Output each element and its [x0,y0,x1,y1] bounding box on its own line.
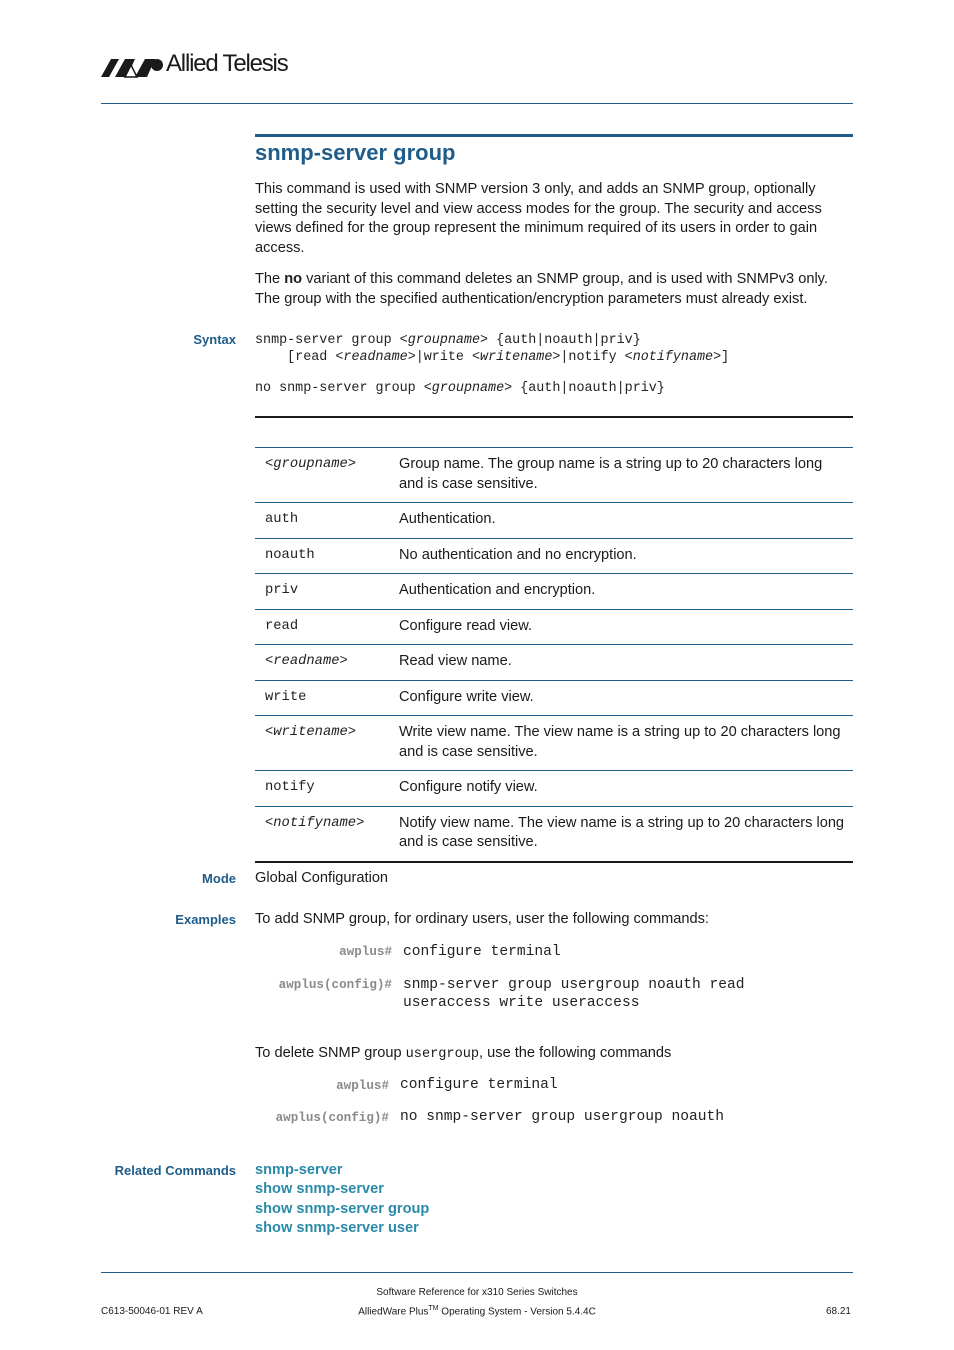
footer-trademark: TM [428,1305,439,1312]
footer-os-version: Operating System - Version 5.4.4C [438,1306,596,1318]
cmd-prompt: awplus# [339,945,392,959]
mode-label: Mode [202,871,236,886]
param-row [255,609,853,645]
param-description: Authentication and encryption. [389,574,853,610]
param-term: noauth [255,538,389,574]
syntax-line-1: snmp-server group <groupname> {auth|noauth|priv} [255,333,641,348]
param-description: Configure read view. [389,609,853,645]
related-links [255,1161,429,1238]
syntax-rule [255,416,853,418]
delete-pre: To delete SNMP group [255,1045,406,1061]
cmd-text: no snmp-server group usergroup noauth [400,1109,725,1125]
param-row [255,574,853,610]
intro-paragraph: This command is used with SNMP version 3 only, and adds an SNMP group, optionally setting the security level and view access modes for the group. The security and access views defined for the group represent the minimum required of its users in order to gain access. [255,181,822,256]
related-link[interactable]: show snmp-server [255,1181,384,1198]
page-title: snmp-server group [255,140,456,165]
param-term: auth [255,503,389,539]
param-term: priv [255,574,389,610]
mode-value: Global Configuration [255,870,389,886]
param-row [255,645,853,681]
param-row [255,538,853,574]
param-description: Configure notify view. [389,771,853,807]
no-keyword: no [284,271,303,287]
footer-doc-id: C613-50046-01 REV A [101,1306,203,1317]
delete-group-code: usergroup [405,1047,480,1062]
logo-text: Allied Telesis [166,50,288,77]
param-description: Read view name. [389,645,853,681]
param-description: Notify view name. The view name is a string up to 20 characters long and is case sensitive. [389,806,853,862]
company-logo [101,50,301,80]
parameter-table [255,447,853,863]
syntax-line-2: [read <readname>|write <writename>|notify <notifyname>] [255,350,730,365]
footer-title: Software Reference for x310 Series Switches [376,1287,578,1298]
related-link[interactable]: snmp-server [255,1162,343,1178]
cmd-text: configure terminal [403,944,561,960]
param-description: Group name. The group name is a string up to 20 characters long and is case sensitive. [389,448,853,503]
param-row [255,680,853,716]
related-link[interactable]: show snmp-server group [255,1200,430,1217]
allied-telesis-logo-mark [101,53,165,79]
syntax-line-3: no snmp-server group <groupname> {auth|noauth|priv} [255,381,665,396]
header-rule [101,103,853,104]
param-term: <groupname> [255,448,389,503]
param-term: write [255,680,389,716]
no-variant-pre: The [255,271,285,287]
no-variant-paragraph [255,270,853,309]
delete-post: , use the following commands [479,1045,672,1061]
param-row [255,806,853,862]
param-term: <notifyname> [255,806,389,862]
footer-product: AlliedWare Plus [358,1306,429,1318]
examples-add-text: To add SNMP group, for ordinary users, user the following commands: [255,911,709,927]
footer-page-number: 68.21 [825,1306,851,1317]
footer-rule [101,1272,853,1273]
param-term: <writename> [255,716,389,771]
title-rule [255,134,853,137]
no-variant-post: variant of this command deletes an SNMP group, and is used with SNMPv3 only. The group with the specified authentication/encryption parameters must already exist. [255,271,828,307]
param-description: Authentication. [389,503,853,539]
param-description: Configure write view. [389,680,853,716]
param-term: read [255,609,389,645]
param-row [255,503,853,539]
related-commands-label: Related Commands [114,1163,236,1178]
param-description: No authentication and no encryption. [389,538,853,574]
cmd-text: snmp-server group usergroup noauth read useraccess write useraccess [403,977,745,1011]
cmd-prompt: awplus(config)# [278,978,392,992]
syntax-label: Syntax [193,332,236,347]
param-term: notify [255,771,389,807]
cmd-prompt: awplus(config)# [275,1111,389,1125]
related-link[interactable]: show snmp-server user [255,1219,419,1236]
param-row [255,448,853,503]
cmd-text: configure terminal [400,1077,558,1093]
examples-label: Examples [175,912,236,927]
param-term: <readname> [255,645,389,681]
cmd-prompt: awplus# [336,1079,389,1093]
param-description: Write view name. The view name is a string up to 20 characters long and is case sensitive. [389,716,853,771]
param-row [255,716,853,771]
examples-delete-text [255,1044,671,1065]
param-row [255,771,853,807]
